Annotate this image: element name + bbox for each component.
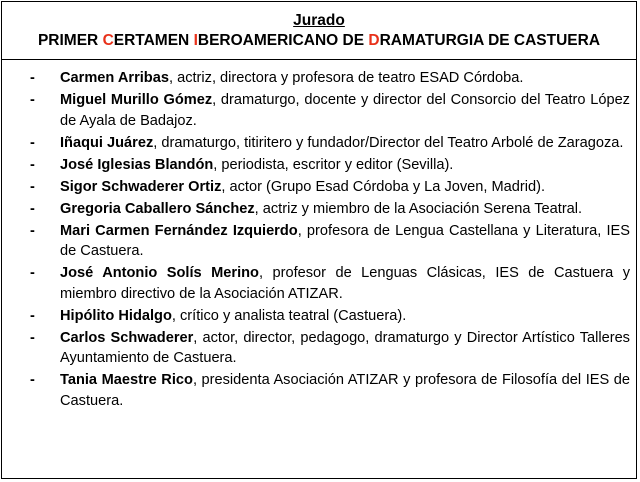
- list-dash: -: [30, 200, 35, 217]
- list-dash: -: [30, 70, 35, 86]
- list-dash: -: [30, 178, 35, 195]
- event-title-initial: C: [102, 32, 114, 49]
- member-description: , actriz y miembro de la Asociación Serena Teatral.: [254, 200, 583, 217]
- list-dash: -: [30, 329, 35, 346]
- jury-member: [2, 133, 630, 154]
- member-description: , actor (Grupo Esad Córdoba y La Joven, Madrid).: [221, 178, 546, 195]
- member-name: José Antonio Solís Merino: [60, 265, 259, 281]
- jury-heading: Jurado: [293, 12, 345, 29]
- event-title-text: RAMATURGIA DE CASTUERA: [379, 32, 601, 49]
- member-description: , dramaturgo, docente y director del Consorcio del Teatro López de Ayala de Badajoz.: [60, 92, 630, 129]
- member-description: , profesor de Lenguas Clásicas, IES de Castuera y miembro directivo de la Asociación ATIZAR.: [60, 265, 630, 302]
- jury-member: [2, 90, 630, 131]
- jury-member: [2, 263, 630, 304]
- member-description: , periodista, escritor y editor (Sevilla).: [213, 156, 454, 173]
- jury-member: [2, 155, 630, 176]
- jury-member: [2, 370, 630, 411]
- jury-member: [2, 306, 630, 327]
- member-description: , actriz, directora y profesora de teatro ESAD Córdoba.: [168, 70, 524, 86]
- list-dash: -: [30, 265, 35, 281]
- event-title-text: BEROAMERICANO DE: [197, 32, 369, 49]
- jury-member: [2, 199, 630, 220]
- jury-member-list: [2, 60, 636, 411]
- member-description: , actor, director, pedagogo, dramaturgo y Director Artístico Talleres Ayuntamiento de Castuera.: [60, 329, 630, 366]
- member-name: Carlos Schwaderer: [60, 329, 194, 346]
- member-name: Carmen Arribas: [60, 70, 169, 86]
- member-name: José Iglesias Blandón: [60, 156, 214, 173]
- list-dash: -: [30, 156, 35, 173]
- jury-member: [2, 68, 630, 89]
- list-dash: -: [30, 134, 35, 151]
- member-description: , crítico y analista teatral (Castuera).: [171, 307, 407, 324]
- member-description: , presidenta Asociación ATIZAR y profesora de Filosofía del IES de Castuera.: [60, 372, 631, 409]
- list-dash: -: [30, 222, 35, 239]
- member-name: Sigor Schwaderer Ortiz: [60, 178, 222, 195]
- jury-member: [2, 221, 630, 262]
- member-name: Gregoria Caballero Sánchez: [60, 200, 255, 217]
- member-name: Tania Maestre Rico: [60, 372, 193, 388]
- member-name: Iñaqui Juárez: [60, 134, 154, 151]
- jury-table: [1, 1, 637, 479]
- member-name: Hipólito Hidalgo: [60, 307, 172, 324]
- member-name: Miguel Murillo Gómez: [60, 92, 213, 108]
- event-title-text: PRIMER: [37, 32, 103, 49]
- table-header: [2, 2, 636, 60]
- jury-member: [2, 328, 630, 369]
- list-dash: -: [30, 307, 35, 324]
- event-title-initial: I: [193, 32, 198, 49]
- list-dash: -: [30, 92, 35, 108]
- jury-member: [2, 177, 630, 198]
- member-description: , dramaturgo, titiritero y fundador/Director del Teatro Arbolé de Zaragoza.: [153, 134, 624, 151]
- member-name: Mari Carmen Fernández Izquierdo: [60, 222, 298, 239]
- event-title-initial: D: [368, 32, 380, 49]
- member-description: , profesora de Lengua Castellana y Literatura, IES de Castuera.: [60, 222, 630, 259]
- event-title-text: ERTAMEN: [113, 32, 194, 49]
- event-title: [2, 31, 636, 50]
- list-dash: -: [30, 372, 35, 388]
